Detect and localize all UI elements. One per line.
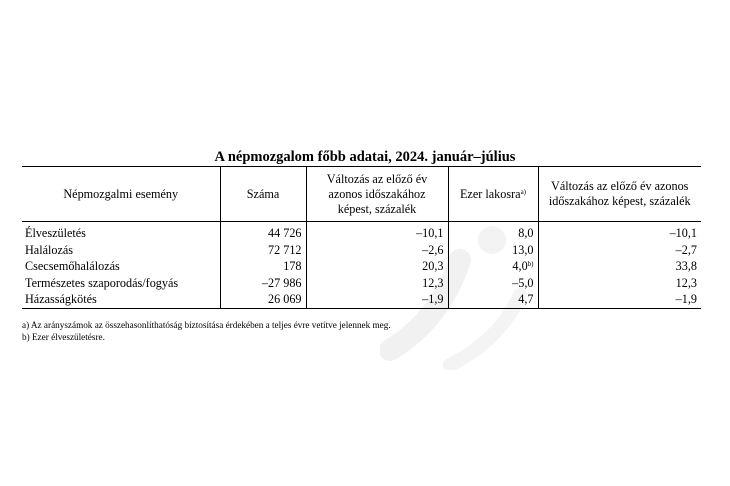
event-count: 26 069	[220, 291, 306, 308]
event-name: Csecsemőhalálozás	[25, 259, 120, 274]
event-count: 72 712	[220, 242, 306, 259]
table-title: A népmozgalom főbb adatai, 2024. január–július	[214, 149, 516, 165]
header-per-thousand-note: a)	[520, 187, 527, 196]
footnote-b: b) Ezer élveszületésre.	[22, 331, 105, 342]
event-rate: 8,0	[518, 226, 534, 240]
table-row	[22, 291, 701, 308]
event-rate: –5,0	[512, 275, 534, 290]
header-per-thousand-label: Ezer lakosra	[459, 186, 521, 201]
event-change-count: –2,6	[306, 242, 448, 259]
table-row	[22, 275, 701, 292]
event-rate-cell	[448, 222, 538, 242]
event-rate-note: b)	[527, 260, 534, 269]
header-count: Száma	[220, 167, 306, 222]
event-rate-cell	[448, 258, 538, 275]
event-change-rate: 12,3	[538, 275, 701, 292]
event-rate: 13,0	[512, 242, 534, 257]
event-name: Halálozás	[25, 242, 74, 257]
table-row	[22, 242, 701, 259]
event-change-rate: 33,8	[538, 258, 701, 275]
event-change-count: 12,3	[306, 275, 448, 292]
event-name: Természetes szaporodás/fogyás	[25, 275, 179, 290]
header-change-count: Változás az előző év azonos időszakához képest, százalék	[306, 167, 448, 222]
table-row	[22, 258, 701, 275]
header-change-rate: Változás az előző év azonos időszakához képest, százalék	[538, 167, 701, 222]
event-count: 178	[220, 258, 306, 275]
event-rate-cell	[448, 242, 538, 259]
footnotes	[22, 320, 391, 343]
population-statistics-table	[22, 166, 701, 309]
header-per-thousand	[448, 167, 538, 222]
event-rate-cell	[448, 275, 538, 292]
event-change-count: –1,9	[306, 291, 448, 308]
footnote-a: a) Az arányszámok az összehasonlíthatóság biztosítása érdekében a teljes évre vetítve jelennek meg.	[22, 320, 391, 330]
event-change-count: –10,1	[306, 222, 448, 242]
event-change-rate: –2,7	[538, 242, 701, 259]
event-name: Élveszületés	[25, 226, 86, 240]
event-change-count: 20,3	[306, 258, 448, 275]
table-row	[22, 222, 701, 242]
event-change-rate: –10,1	[538, 222, 701, 242]
event-count: 44 726	[220, 222, 306, 242]
event-rate-cell	[448, 291, 538, 308]
event-rate: 4,7	[518, 292, 534, 307]
event-rate: 4,0	[512, 259, 528, 274]
table-header-row	[22, 167, 701, 222]
event-count: –27 986	[220, 275, 306, 292]
event-name: Házasságkötés	[25, 292, 97, 307]
event-change-rate: –1,9	[538, 291, 701, 308]
header-event: Népmozgalmi esemény	[63, 186, 179, 201]
